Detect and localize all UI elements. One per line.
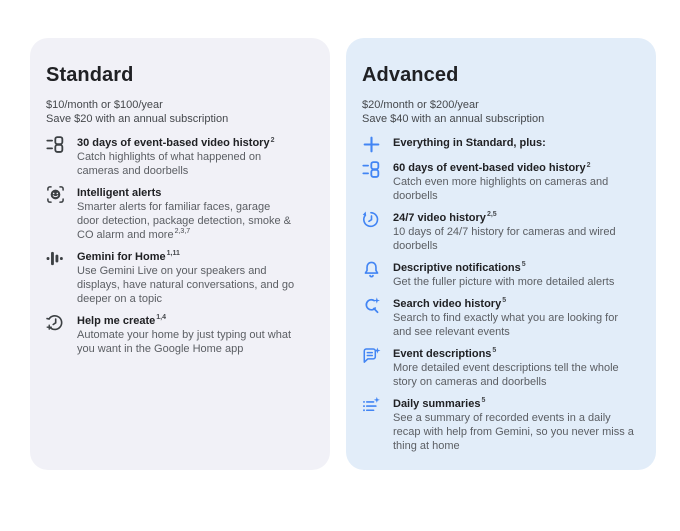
footnote-marker: 2,5 [486,211,497,219]
advanced-plan-card [346,38,656,470]
feature-item [362,212,636,254]
footnote-marker: 5 [492,347,497,355]
feature-title: Intelligent alerts [77,187,162,200]
feature-item [46,137,310,179]
feature-description: Get the fuller picture with more detailed alerts [393,275,615,288]
feature-text [393,162,636,204]
feature-description: Smarter alerts for familiar faces, garage door detection, package detection, smoke & CO alarm and more$^{2,3,7}$ [77,201,292,241]
feature-list [46,137,310,357]
footnote-marker: 5 [481,397,486,405]
bell-icon [362,260,381,279]
feature-title: 60 days of event-based video history$^2$ [393,161,591,175]
standard-plan-card [30,38,330,470]
feature-item [46,251,310,307]
feature-title: Gemini for Home$^{1,11}$ [77,250,180,263]
footnote-marker: 2 [586,161,591,169]
feature-item [362,162,636,204]
footnote-marker: 5 [502,297,507,305]
feature-title: Search video history$^5$ [393,297,507,310]
feature-title: Descriptive notifications$^5$ [393,261,526,274]
plan-title: Advanced [362,64,459,86]
plan-title: Standard [46,64,134,86]
plan-price: $10/month or $100/year [46,99,163,111]
feature-text [77,251,295,307]
feature-description: Catch even more highlights on cameras and doorbells [393,176,609,203]
feature-title: 30 days of event-based video history$^2$ [77,136,275,150]
feature-text [393,398,636,454]
footnote-marker: 2 [270,136,275,144]
feature-item [362,298,636,340]
event-video-history-icon [46,135,65,154]
feature-text [393,137,546,151]
feature-item [362,137,636,154]
face-detect-icon [46,185,65,204]
chat-sparkle-icon [362,346,381,365]
footnote-marker: 2,3,7 [174,228,191,236]
feature-title: Daily summaries$^5$ [393,397,486,410]
feature-item [362,398,636,454]
feature-description: 10 days of 24/7 history for cameras and wired doorbells [393,226,616,252]
search-sparkle-icon [362,296,381,315]
event-video-history-icon [362,160,381,179]
footnote-marker: 1,4 [156,314,166,322]
feature-text [77,315,295,357]
feature-description: More detailed event descriptions tell the whole story on cameras and doorbells [393,361,619,388]
plan-pricing [46,98,310,126]
feature-text [393,212,636,254]
plan-price: $20/month or $200/year [362,99,479,111]
feature-list [362,137,636,453]
audio-waveform-icon [46,249,65,268]
feature-description: Use Gemini Live on your speakers and displays, have natural conversations, and go deeper on a topic [77,264,295,305]
plan-cards-row [30,38,656,470]
footnote-marker: 5 [521,261,526,269]
clock-history-icon [362,210,381,229]
feature-title: Everything in Standard, plus: [393,137,546,150]
plan-savings: Save $20 with an annual subscription [46,113,229,126]
feature-item [46,187,310,243]
feature-description: See a summary of recorded events in a daily recap with help from Gemini, so you never miss a thing at home [393,411,634,452]
feature-title: Event descriptions$^5$ [393,347,497,360]
feature-item [362,348,636,390]
plan-pricing [362,98,636,126]
history-plus-icon [46,313,65,332]
feature-description: Catch highlights of what happened on cameras and doorbells [77,151,262,178]
feature-text [77,137,295,179]
list-sparkle-icon [362,396,381,415]
feature-item [46,315,310,357]
feature-text [77,187,295,243]
feature-title: 24/7 video history$^{2,5}$ [393,211,497,225]
feature-text [393,262,614,290]
feature-title: Help me create$^{1,4}$ [77,314,166,327]
plan-savings: Save $40 with an annual subscription [362,113,545,126]
feature-text [393,348,636,390]
feature-description: Search to find exactly what you are looking for and see relevant events [393,311,619,338]
feature-description: Automate your home by just typing out what you want in the Google Home app [77,328,292,355]
plus-icon [362,135,381,154]
feature-text [393,298,636,340]
footnote-marker: 1,11 [166,250,180,258]
feature-item [362,262,636,290]
